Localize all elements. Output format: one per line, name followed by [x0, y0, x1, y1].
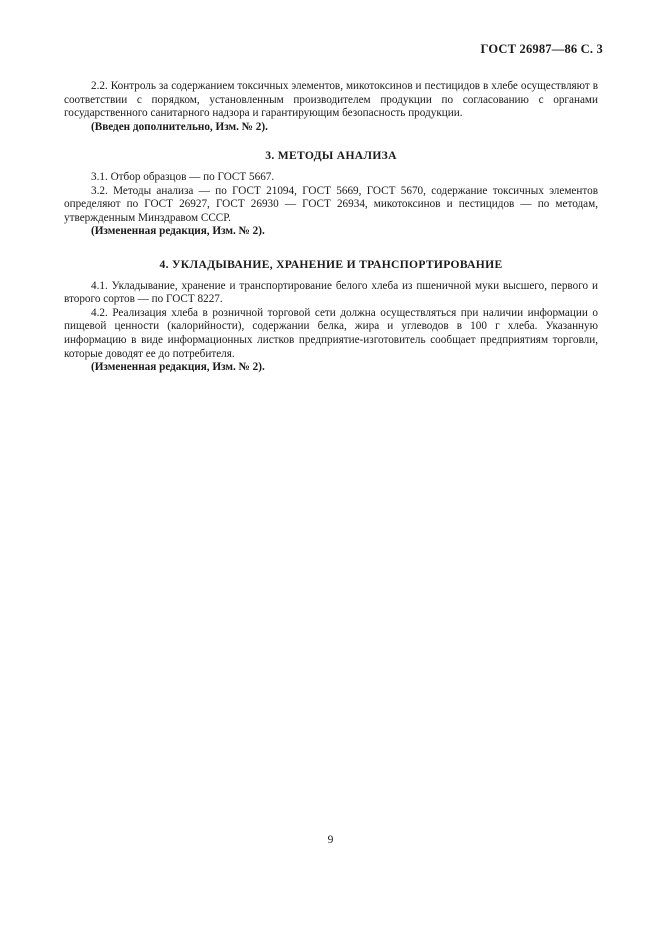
amendment-note: (Введен дополнительно, Изм. № 2).	[91, 120, 268, 133]
section-4-heading: 4. УКЛАДЫВАНИЕ, ХРАНЕНИЕ И ТРАНСПОРТИРОВАНИЕ	[159, 257, 503, 271]
document-body	[64, 80, 598, 375]
section-3-heading: 3. МЕТОДЫ АНАЛИЗА	[265, 149, 397, 163]
paragraph-2-2: 2.2. Контроль за содержанием токсичных элементов, микотоксинов и пестицидов в хлебе осуществляют в соответствии с порядком, установленным производителем продукции по согласованию с органами государственного санитарного надзора и гарантирующим безопасность продукции.	[64, 80, 598, 120]
amendment-note: (Измененная редакция, Изм. № 2).	[91, 225, 265, 238]
page-number: 9	[327, 834, 334, 846]
paragraph-4-1: 4.1. Укладывание, хранение и транспортирование белого хлеба из пшеничной муки высшего, первого и второго сортов — по ГОСТ 8227.	[64, 279, 598, 306]
paragraph-4-2: 4.2. Реализация хлеба в розничной торговой сети должна осуществляться при наличии информации о пищевой ценности (калорийности), содержании белка, жира и углеводов в 100 г хлеба. Указанную информацию в виде информационных листков предприятие-изготовитель сообщает предприятиям торговли, которые доводят ее до потребителя.	[64, 306, 598, 360]
document-header: ГОСТ 26987—86 С. 3	[480, 42, 603, 56]
amendment-note: (Измененная редакция, Изм. № 2).	[91, 361, 265, 374]
paragraph-3-2: 3.2. Методы анализа — по ГОСТ 21094, ГОСТ 5669, ГОСТ 5670, содержание токсичных элементов определяют по ГОСТ 26927, ГОСТ 26930 — ГОСТ 26934, микотоксинов и пестицидов — по методам, утвержденным Минздравом СССР.	[64, 184, 598, 224]
paragraph-3-1: 3.1. Отбор образцов — по ГОСТ 5667.	[91, 170, 275, 183]
